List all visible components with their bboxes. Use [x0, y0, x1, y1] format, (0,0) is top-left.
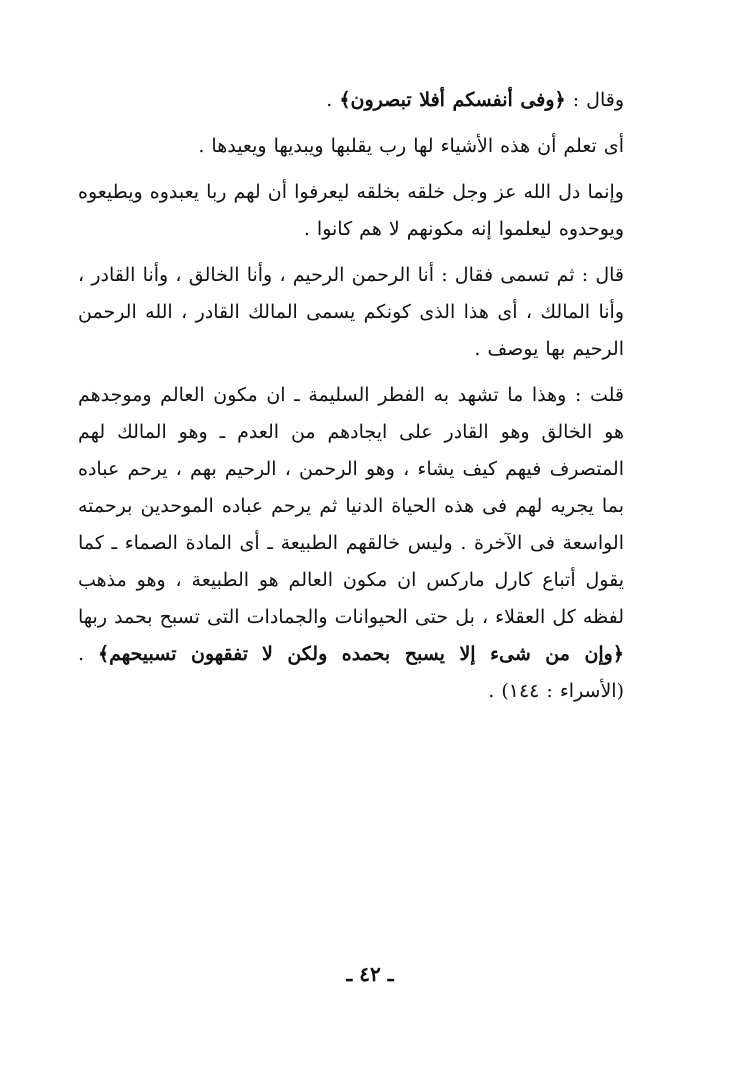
text-segment: قلت : وهذا ما تشهد به الفطر السليمة ـ ان مكون العالم وموجدهم — [78, 384, 624, 406]
text-segment: وأنا المالك ، أى هذا الذى كونكم يسمى المالك القادر ، الله الرحمن الرحيم — [78, 301, 624, 360]
quran-verse: ﴿وإن من شىء إلا يسبح بحمده ولكن لا — [261, 643, 624, 665]
text-segment: . — [326, 89, 340, 111]
text-segment: والجمادات التى تسبح بحمد ربها — [78, 606, 328, 628]
paragraph — [78, 82, 624, 119]
text-segment: خالقهم الطبيعة ـ أى المادة الصماء ـ كما يقول أتباع كارل ماركس ان مكون — [78, 532, 624, 591]
paragraph — [78, 257, 624, 368]
text-segment: أى تعلم أن هذه الأشياء لها رب يقلبها ويبديها ويعيدها . — [198, 135, 624, 157]
body-text — [78, 82, 624, 710]
text-segment: . (الأسراء : ١٤٤) . — [78, 643, 624, 702]
quran-verse: تفقهون تسبيحهم﴾ — [97, 643, 249, 665]
text-segment: العالم هو الطبيعة ، وهو مذهب لفظه كل العقلاء ، بل حتى الحيوانات — [78, 569, 624, 628]
paragraph — [78, 128, 624, 165]
text-segment: بها يوصف . — [474, 338, 566, 360]
text-segment: هذه الحياة الدنيا ثم يرحم عباده الموحدين برحمته الواسعة فى الآخرة . وليس — [78, 495, 624, 554]
text-segment: فيهم كيف يشاء ، وهو الرحمن ، الرحيم بهم ، يرحم عباده بما يجريه لهم فى — [78, 458, 624, 517]
paragraph — [78, 377, 624, 710]
quran-verse: ﴿وفى أنفسكم أفلا تبصرون﴾ — [339, 89, 566, 111]
text-segment: وقال : — [565, 89, 624, 111]
text-segment: وإنما دل الله عز وجل خلقه بخلقه ليعرفوا أن لهم ربا يعبدوه ويطيعوه — [78, 181, 624, 203]
paragraph — [78, 174, 624, 248]
text-segment: ويوحدوه ليعلموا إنه مكونهم لا هم كانوا . — [303, 218, 624, 240]
page-number: ـ ٤٢ ـ — [346, 962, 394, 986]
text-segment: قال : ثم تسمى فقال : أنا الرحمن الرحيم ، وأنا الخالق ، وأنا القادر ، — [78, 264, 624, 286]
text-segment: هو الخالق وهو القادر على ايجادهم من العدم ـ وهو المالك لهم المتصرف — [78, 421, 625, 480]
